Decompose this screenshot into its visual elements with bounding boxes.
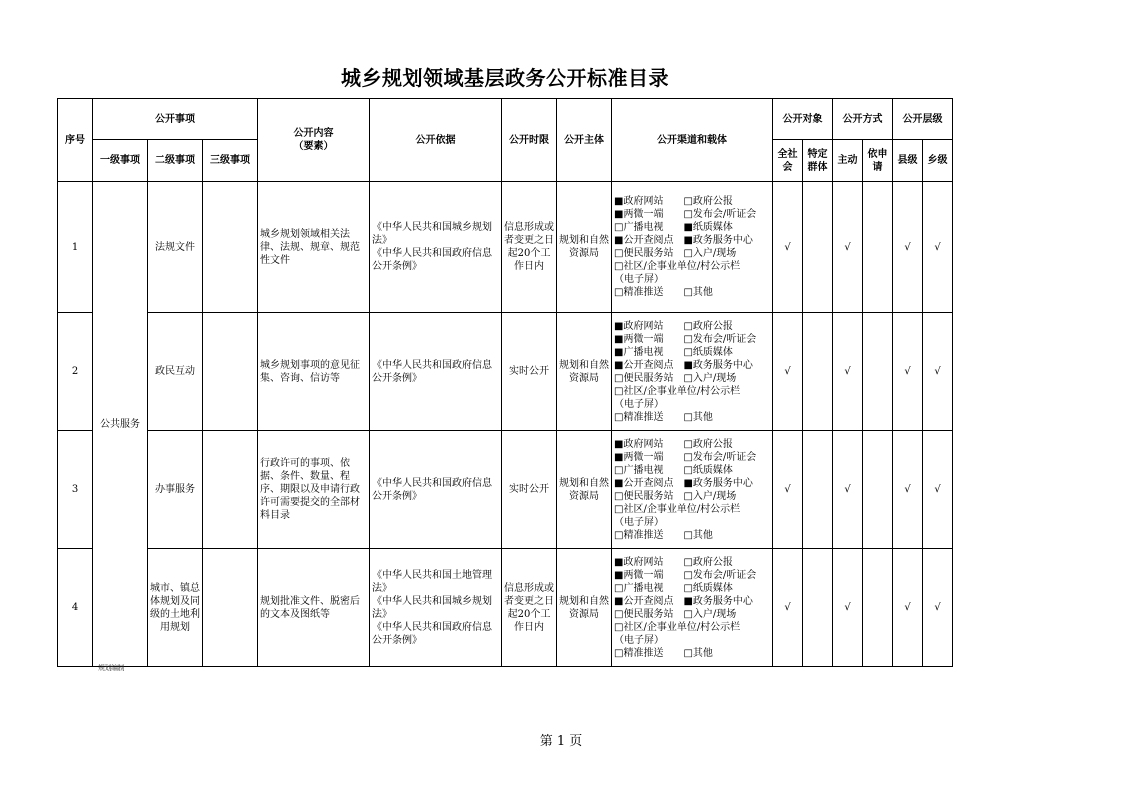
- row-time: 信息形成或者变更之日起20个工作日内: [502, 182, 557, 313]
- channel-line: （电子屏）: [614, 274, 664, 285]
- row-target-all: √: [773, 313, 803, 431]
- header-target-all-line1: 全社: [777, 148, 798, 160]
- row-content: 规划批准文件、脱密后的文本及图纸等: [258, 549, 370, 667]
- header-target-all-line2: 会: [782, 161, 793, 173]
- channel-line: ■两微一端 □发布会/听证会: [614, 451, 757, 463]
- row-target-all: √: [773, 549, 803, 667]
- header-target-all: [773, 140, 803, 182]
- channel-line: □便民服务站 □入户/现场: [614, 372, 737, 384]
- row-subject: 规划和自然资源局: [557, 313, 612, 431]
- channel-line: ■两微一端 □发布会/听证会: [614, 569, 757, 581]
- channel-line: （电子屏）: [614, 398, 664, 410]
- row-target-special: [803, 182, 833, 313]
- channel-line: ■政府网站 □政府公报: [614, 196, 733, 207]
- row-method-active: √: [833, 431, 863, 549]
- row-method-active: √: [833, 313, 863, 431]
- header-content-line2: （要素）: [293, 141, 334, 152]
- row-time: 实时公开: [502, 431, 557, 549]
- header-method-apply-line2: 请: [872, 161, 883, 173]
- row-seq: 4: [58, 549, 93, 667]
- row-level-county: √: [893, 313, 923, 431]
- row-basis: 《中华人民共和国政府信息公开条例》: [370, 313, 502, 431]
- header-level-county: 县级: [893, 140, 923, 182]
- header-method-apply: [863, 140, 893, 182]
- row-time: 实时公开: [502, 313, 557, 431]
- row-level-town: √: [923, 549, 953, 667]
- header-time: 公开时限: [502, 99, 557, 182]
- row-channels: [612, 431, 773, 549]
- row-level3: [203, 182, 258, 313]
- row-basis: 《中华人民共和国土地管理法》 《中华人民共和国城乡规划法》 《中华人民共和国政府信息公开条例》: [370, 549, 502, 667]
- row-method-apply: [863, 313, 893, 431]
- channel-line: □社区/企事业单位/村公示栏: [614, 621, 741, 633]
- row-content: 城乡规划领域相关法律、法规、规章、规范性文件: [258, 182, 370, 313]
- channel-line: ■公开查阅点 ■政务服务中心: [614, 595, 753, 607]
- channel-line: ■两微一端 □发布会/听证会: [614, 333, 757, 345]
- header-target-special-line2: 群体: [807, 161, 828, 173]
- channel-line: ■公开查阅点 ■政务服务中心: [614, 235, 753, 246]
- row-subject: 规划和自然资源局: [557, 549, 612, 667]
- header-content: [258, 99, 370, 182]
- row-method-apply: [863, 431, 893, 549]
- row-subject: 规划和自然资源局: [557, 431, 612, 549]
- row-level-county: √: [893, 549, 923, 667]
- channel-line: （电子屏）: [614, 634, 664, 646]
- row-target-special: [803, 549, 833, 667]
- channel-line: □广播电视 □纸质媒体: [614, 582, 733, 594]
- row-level2: 法规文件: [148, 182, 203, 313]
- row-target-all: √: [773, 182, 803, 313]
- row-level2: 办事服务: [148, 431, 203, 549]
- row-time: 信息形成或者变更之日起20个工作日内: [502, 549, 557, 667]
- row-level-town: √: [923, 313, 953, 431]
- header-target: 公开对象: [773, 99, 833, 140]
- row-level1: 公共服务: [93, 182, 148, 667]
- channel-line: □精准推送 □其他: [614, 287, 713, 298]
- header-method-active: 主动: [833, 140, 863, 182]
- page-footer: 第 1 页: [539, 734, 583, 749]
- row-channels: [612, 549, 773, 667]
- row-level3: [203, 431, 258, 549]
- row-method-apply: [863, 182, 893, 313]
- header-level: 公开层级: [893, 99, 953, 140]
- header-item: 公开事项: [93, 99, 258, 140]
- channel-line: □社区/企事业单位/村公示栏: [614, 503, 741, 515]
- channel-line: ■公开查阅点 ■政务服务中心: [614, 477, 753, 489]
- channel-line: ■政府网站 □政府公报: [614, 556, 733, 568]
- channel-line: ■广播电视 □纸质媒体: [614, 346, 733, 358]
- channel-line: □便民服务站 □入户/现场: [614, 490, 737, 502]
- header-row-1: [58, 99, 953, 140]
- channel-line: □广播电视 □纸质媒体: [614, 464, 733, 476]
- header-content-line1: 公开内容: [293, 128, 334, 139]
- header-level1: 一级事项: [93, 140, 148, 182]
- channel-line: □社区/企事业单位/村公示栏: [614, 261, 741, 272]
- channel-line: （电子屏）: [614, 516, 664, 528]
- row-seq: 2: [58, 313, 93, 431]
- row-channels: [612, 313, 773, 431]
- header-target-special-line1: 特定: [807, 148, 828, 160]
- row-level-county: √: [893, 431, 923, 549]
- header-method-apply-line1: 依申: [867, 148, 888, 160]
- channel-line: ■两微一端 □发布会/听证会: [614, 209, 757, 220]
- row-content: 城乡规划事项的意见征集、咨询、信访等: [258, 313, 370, 431]
- channel-line: □广播电视 ■纸质媒体: [614, 222, 733, 233]
- row-seq: 1: [58, 182, 93, 313]
- row-method-apply: [863, 549, 893, 667]
- row-seq: 3: [58, 431, 93, 549]
- row-level-town: √: [923, 431, 953, 549]
- row-target-all: √: [773, 431, 803, 549]
- header-level-town: 乡级: [923, 140, 953, 182]
- header-target-special: [803, 140, 833, 182]
- header-seq: 序号: [58, 99, 93, 182]
- channel-line: □精准推送 □其他: [614, 647, 713, 659]
- channel-line: ■公开查阅点 ■政务服务中心: [614, 359, 753, 371]
- table-row: [58, 313, 953, 431]
- row-content: 行政许可的事项、依据、条件、数量、程序、期限以及申请行政许可需要提交的全部材料目录: [258, 431, 370, 549]
- header-basis: 公开依据: [370, 99, 502, 182]
- channel-line: □社区/企事业单位/村公示栏: [614, 385, 741, 397]
- channel-line: ■政府网站 □政府公报: [614, 320, 733, 332]
- header-level2: 二级事项: [148, 140, 203, 182]
- channel-line: □精准推送 □其他: [614, 411, 713, 423]
- row-level-town: √: [923, 182, 953, 313]
- row-target-special: [803, 431, 833, 549]
- row-level2: 政民互动: [148, 313, 203, 431]
- header-method: 公开方式: [833, 99, 893, 140]
- catalog-table: [57, 98, 953, 667]
- table-row: [58, 431, 953, 549]
- row-method-active: √: [833, 182, 863, 313]
- row-channels: [612, 182, 773, 313]
- page-title: 城乡规划领域基层政务公开标准目录: [341, 66, 669, 90]
- row-basis: 《中华人民共和国城乡规划法》 《中华人民共和国政府信息公开条例》: [370, 182, 502, 313]
- header-channel: 公开渠道和载体: [612, 99, 773, 182]
- row-level3: [203, 549, 258, 667]
- header-level3: 三级事项: [203, 140, 258, 182]
- cut-off-text: 规划编制: [98, 664, 124, 672]
- row-subject: 规划和自然资源局: [557, 182, 612, 313]
- row-target-special: [803, 313, 833, 431]
- row-level2: 城市、镇总体规划及同级的土地利用规划: [148, 549, 203, 667]
- row-level-county: √: [893, 182, 923, 313]
- table-row: [58, 182, 953, 313]
- channel-line: □精准推送 □其他: [614, 529, 713, 541]
- channel-line: ■政府网站 □政府公报: [614, 438, 733, 450]
- row-method-active: √: [833, 549, 863, 667]
- header-subject: 公开主体: [557, 99, 612, 182]
- channel-line: □便民服务站 □入户/现场: [614, 248, 737, 259]
- row-level3: [203, 313, 258, 431]
- channel-line: □便民服务站 □入户/现场: [614, 608, 737, 620]
- row-basis: 《中华人民共和国政府信息公开条例》: [370, 431, 502, 549]
- table-row: [58, 549, 953, 667]
